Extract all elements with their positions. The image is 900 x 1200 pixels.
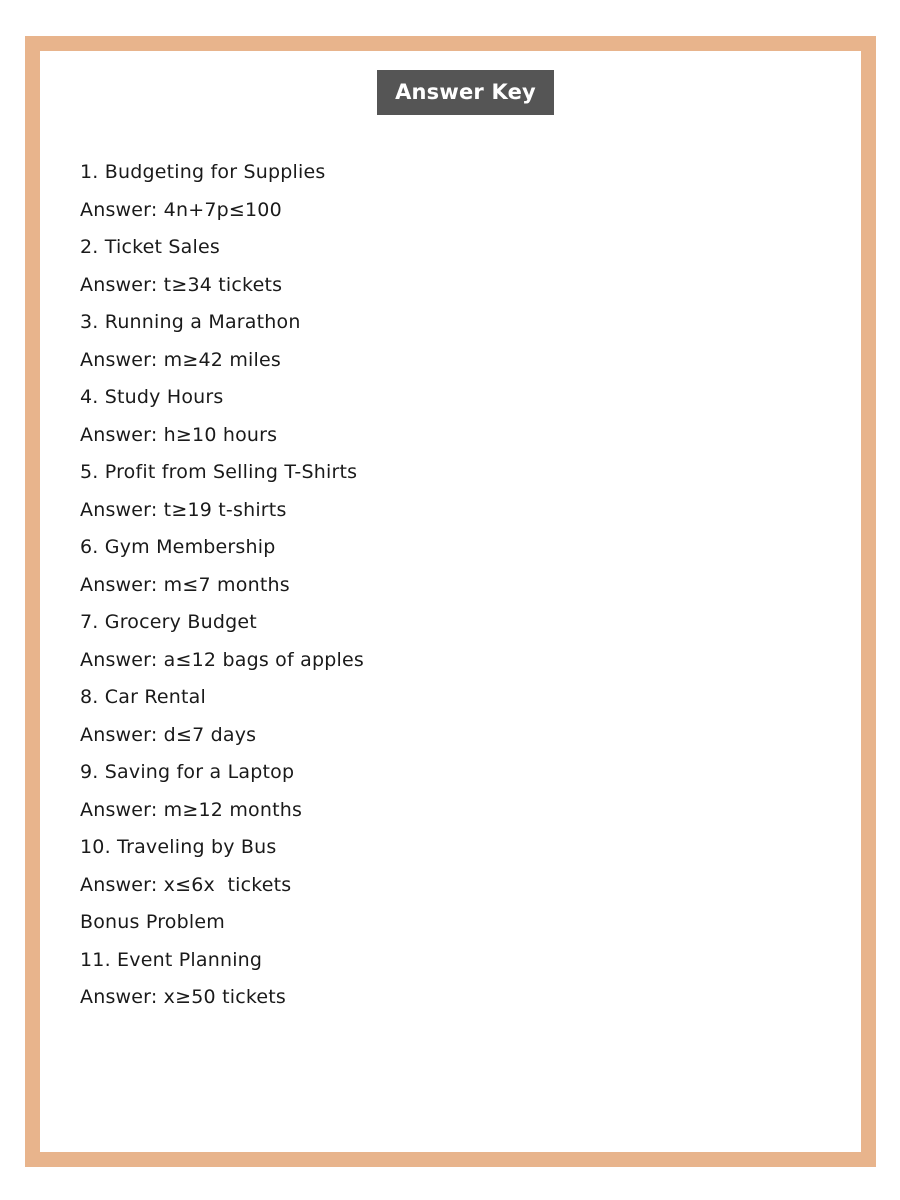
answer-line: Answer: a≤12 bags of apples [80, 648, 364, 671]
answer-line: Answer: h≥10 hours [80, 423, 278, 446]
answer-line: Answer: t≥19 t-shirts [80, 498, 287, 521]
problem-title: 2. Ticket Sales [80, 236, 220, 258]
problem-title: 10. Traveling by Bus [80, 836, 277, 858]
problem-title: 3. Running a Marathon [80, 311, 301, 333]
page-frame [25, 36, 876, 1167]
answer-line: Answer: x≥50 tickets [80, 986, 287, 1008]
page-title: Answer Key [377, 70, 554, 115]
answer-line: Answer: x≤6x tickets [80, 873, 292, 896]
problem-title: 5. Profit from Selling T-Shirts [80, 461, 358, 483]
problem-title: 1. Budgeting for Supplies [80, 161, 326, 183]
problem-title: 11. Event Planning [80, 948, 263, 971]
answer-line: Answer: m≤7 months [80, 573, 290, 596]
problem-title: 9. Saving for a Laptop [80, 761, 295, 783]
problem-title: 7. Grocery Budget [80, 611, 257, 633]
answer-line: Answer: m≥42 miles [80, 348, 281, 371]
bonus-heading: Bonus Problem [80, 911, 225, 933]
problem-title: 4. Study Hours [80, 386, 224, 408]
answer-line: Answer: d≤7 days [80, 723, 257, 746]
answer-list [80, 154, 364, 1017]
answer-line: Answer: m≥12 months [80, 798, 303, 821]
problem-title: 6. Gym Membership [80, 536, 276, 558]
problem-title: 8. Car Rental [80, 686, 206, 708]
answer-line: Answer: 4n+7p≤100 [80, 198, 282, 221]
answer-line: Answer: t≥34 tickets [80, 273, 283, 296]
